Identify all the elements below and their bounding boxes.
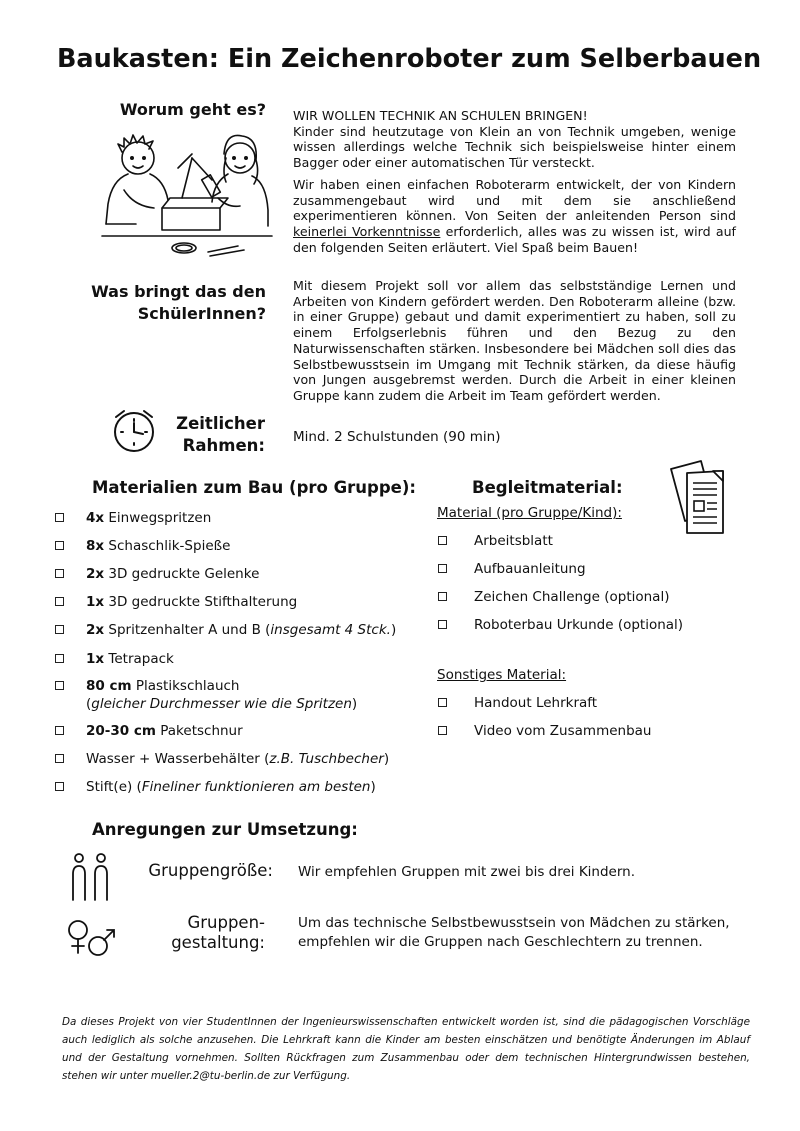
material-quantity: 2x — [86, 622, 105, 638]
footer-note: Da dieses Projekt von vier StudentInnen der Ingenieurswissenschaften entwickelt worden ist, sind die pädagogischen Vorschläge auch lediglich als solche anzusehen. Die Lehrkraft kann die Kinder am besten einschätzen und benötigte Änderungen im Ablauf und der Gestaltung vornehmen. Sollten Rückfragen zum Zusammenbau oder dem technischen Hintergrundwissen bestehen, stehen wir unter mueller.2@tu-berlin.de zur Verfügung. — [62, 1016, 750, 1082]
material-item-text: 8x Schaschlik-Spieße — [86, 538, 231, 554]
suggestions-heading: Anregungen zur Umsetzung: — [92, 820, 358, 839]
time-heading: Zeitlicher Rahmen: — [176, 414, 265, 455]
material-quantity: 8x — [86, 538, 105, 554]
group-size-label: Gruppengröße: — [148, 861, 273, 880]
companion-item-label: Roboterbau Urkunde (optional) — [474, 617, 684, 633]
material-item — [55, 750, 389, 768]
material-item — [55, 778, 376, 796]
checkbox[interactable] — [438, 726, 447, 735]
people-icon — [67, 852, 115, 904]
companion-item — [438, 589, 669, 605]
material-item-text: 80 cm Plastikschlauch (gleicher Durchmesser wie die Spritzen) — [86, 678, 358, 712]
companion-item — [438, 695, 597, 711]
page-title: Baukasten: Ein Zeichenroboter zum Selberbauen — [57, 44, 762, 74]
material-item — [55, 722, 243, 740]
documents-icon — [667, 459, 743, 535]
checkbox[interactable] — [438, 698, 447, 707]
material-item — [55, 509, 211, 527]
checkbox[interactable] — [55, 513, 64, 522]
kids-building-illustration — [100, 128, 280, 260]
material-quantity: 1x — [86, 594, 105, 610]
intro-caps: WIR WOLLEN TECHNIK AN SCHULEN BRINGEN! — [293, 108, 588, 123]
no-prior-knowledge-emphasis: keinerlei Vorkenntnisse — [293, 223, 441, 239]
group-design-label: Gruppen- gestaltung: — [171, 913, 265, 952]
checkbox[interactable] — [438, 620, 447, 629]
checkbox[interactable] — [438, 592, 447, 601]
material-item-text: 1x 3D gedruckte Stifthalterung — [86, 594, 298, 610]
checkbox[interactable] — [55, 681, 64, 690]
material-item-text: Stift(e) (Fineliner funktionieren am besten) — [86, 779, 376, 795]
companion-item-label: Aufbauanleitung — [474, 561, 586, 577]
material-item-text: 4x Einwegspritzen — [86, 510, 212, 526]
time-value: Mind. 2 Schulstunden (90 min) — [293, 429, 501, 445]
checkbox[interactable] — [438, 536, 447, 545]
benefit-text: Mit diesem Projekt soll vor allem das selbstständige Lernen und Arbeiten von Kindern gefördert werden. Den Roboterarm alleine (bzw. in einer Gruppe) gebaut und damit experimentiert zu haben, soll zu einem Erfolgserlebnis führen und den Bezug zu den Naturwissenschaften stärken. Insbesondere bei Mädchen soll dies das Selbstbewusstsein im Umgang mit Technik stärken, da diese häufig von Jungen ausgebremst werden. Durch die Arbeit in einer kleinen Gruppe kann zudem die Arbeit im Team gefördert werden. — [293, 278, 736, 403]
companion-item-label: Handout Lehrkraft — [474, 695, 598, 711]
material-item-text: 1x Tetrapack — [86, 651, 174, 667]
companion-item — [438, 723, 651, 739]
checkbox[interactable] — [55, 625, 64, 634]
companion-item — [438, 533, 553, 549]
companion-item-label: Video vom Zusammenbau — [474, 723, 652, 739]
checkbox[interactable] — [55, 654, 64, 663]
material-quantity: 1x — [86, 651, 105, 667]
companion-item-label: Arbeitsblatt — [474, 533, 553, 549]
material-item-text: 2x 3D gedruckte Gelenke — [86, 566, 260, 582]
companion-heading: Begleitmaterial: — [472, 478, 623, 497]
material-item — [55, 621, 396, 639]
intro-paragraph-2: Wir haben einen einfachen Roboterarm entwickelt, der von Kindern zusammengebaut wird und mit dem sie anschließend experimentieren können. Von Seiten der anleitenden Person sind keinerlei Vorkenntnisse erforderlich, alles was zu wissen ist, wird auf den folgenden Seiten erläutert. Viel Spaß beim Bauen! — [293, 176, 736, 255]
material-quantity: 2x — [86, 566, 105, 582]
intro-paragraph-1: Kinder sind heutzutage von Klein an von Technik umgeben, wenige wissen allerdings welche Technik sich beispielsweise hinter einem Bagger oder einer automatischen Tür versteckt. — [293, 123, 736, 171]
gender-icon — [64, 914, 120, 970]
companion-item — [438, 561, 586, 577]
intro-text — [293, 108, 736, 261]
material-item — [55, 677, 357, 713]
checkbox[interactable] — [438, 564, 447, 573]
companion-group1-label: Material (pro Gruppe/Kind): — [437, 505, 622, 521]
checkbox[interactable] — [55, 782, 64, 791]
checkbox[interactable] — [55, 569, 64, 578]
material-item-text: 20-30 cm Paketschnur — [86, 723, 243, 739]
group-design-text: Um das technische Selbstbewusstsein von Mädchen zu stärken, empfehlen wir die Gruppen nach Geschlechtern zu trennen. — [298, 915, 730, 950]
checkbox[interactable] — [55, 541, 64, 550]
material-item — [55, 650, 174, 668]
materials-heading: Materialien zum Bau (pro Gruppe): — [92, 478, 416, 497]
material-item — [55, 593, 297, 611]
material-item — [55, 565, 259, 583]
material-item-text: Wasser + Wasserbehälter (z.B. Tuschbecher) — [86, 751, 390, 767]
companion-item-label: Zeichen Challenge (optional) — [474, 589, 670, 605]
companion-group2-label: Sonstiges Material: — [437, 667, 567, 683]
benefit-heading: Was bringt das den SchülerInnen? — [91, 282, 266, 323]
material-quantity: 4x — [86, 510, 105, 526]
group-size-text: Wir empfehlen Gruppen mit zwei bis drei Kindern. — [298, 864, 636, 880]
intro-heading: Worum geht es? — [119, 100, 266, 119]
material-item — [55, 537, 230, 555]
material-quantity: 80 cm — [86, 678, 132, 694]
clock-icon — [108, 407, 160, 455]
material-item-text: 2x Spritzenhalter A und B (insgesamt 4 Stck.) — [86, 622, 397, 638]
checkbox[interactable] — [55, 754, 64, 763]
checkbox[interactable] — [55, 726, 64, 735]
companion-item — [438, 617, 683, 633]
checkbox[interactable] — [55, 597, 64, 606]
material-quantity: 20-30 cm — [86, 723, 156, 739]
